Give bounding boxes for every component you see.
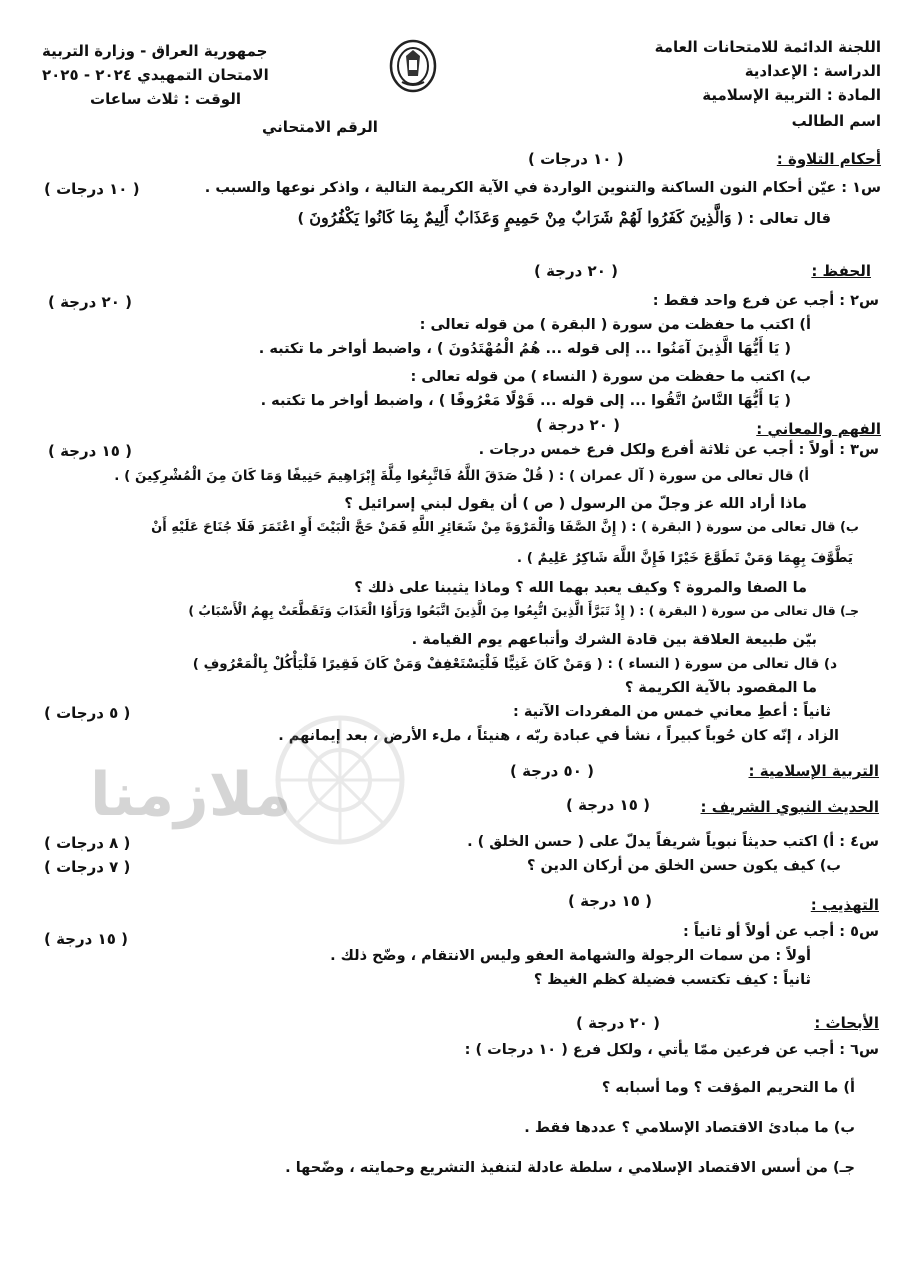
- question-2: س٢ : أجب عن فرع واحد فقط :: [652, 293, 879, 309]
- question-3: س٣ : أولاً : أجب عن ثلاثة أفرع ولكل فرع خمس درجات .: [478, 442, 879, 458]
- question-6-branch-c: جـ) من أسس الاقتصاد الإسلامي ، سلطة عادلة لتنفيذ التشريع وحمايته ، وضّحها .: [285, 1160, 855, 1176]
- question-4b: ب) كيف يكون حسن الخلق من أركان الدين ؟: [527, 858, 841, 874]
- exam-number-label: الرقم الامتحاني: [262, 118, 378, 136]
- section-tahdheeb-title: التهذيب :: [810, 896, 879, 914]
- question-5: س٥ : أجب عن أولاً أو ثانياً :: [683, 924, 879, 940]
- question-3-branch-d-question: ما المقصود بالآية الكريمة ؟: [624, 680, 817, 696]
- section-tarbiya-marks: ( ٥٠ درجة ): [510, 762, 594, 780]
- exam-time: الوقت : ثلاث ساعات: [90, 90, 241, 108]
- section-tilawa-title: أحكام التلاوة :: [776, 150, 881, 168]
- question-3-branch-c-question: بيّن طبيعة العلاقة بين قادة الشرك وأتباعهم يوم القيامة .: [411, 632, 817, 648]
- section-tilawa-marks: ( ١٠ درجات ): [528, 150, 624, 168]
- question-3-branch-a: أ) قال تعالى من سورة ( آل عمران ) : ( قُلْ صَدَقَ اللَّهُ فَاتَّبِعُوا مِلَّةَ إِبْرَاهِيمَ حَنِيفًا وَمَا كَانَ مِنَ الْمُشْرِكِينَ ) .: [114, 468, 809, 484]
- question-3-branch-a-question: ماذا أراد الله عز وجلّ من الرسول ( ص ) أن يقول لبني إسرائيل ؟: [344, 496, 807, 512]
- subject-name: المادة : التربية الإسلامية: [702, 86, 881, 104]
- question-3-branch-c: جـ) قال تعالى من سورة ( البقرة ) : ( إِذْ تَبَرَّأَ الَّذِينَ اتُّبِعُوا مِنَ الَّذِينَ اتَّبَعُوا وَرَأَوُا الْعَذَابَ وَتَقَطَّعَتْ بِهِمُ الْأَسْبَابُ ): [188, 603, 859, 618]
- question-4b-marks: ( ٧ درجات ): [44, 858, 131, 876]
- verse-text: وَالَّذِينَ كَفَرُوا لَهُمْ شَرَابٌ مِنْ حَمِيمٍ وَعَذَابٌ أَلِيمٌ بِمَا كَانُوا يَكْفُرُونَ: [309, 208, 732, 227]
- question-2-branch-a-verse: ( يَا أَيُّهَا الَّذِينَ آمَنُوا ... إلى قوله ... هُمُ الْمُهْتَدُونَ ) ، واضبط أواخر ما تكتبه .: [258, 341, 791, 357]
- republic-ministry: جمهورية العراق - وزارة التربية: [42, 42, 268, 60]
- section-abhath-marks: ( ٢٠ درجة ): [576, 1014, 660, 1032]
- section-hifz-marks: ( ٢٠ درجة ): [534, 262, 618, 280]
- section-hadith-marks: ( ١٥ درجة ): [566, 796, 650, 814]
- vocabulary-words: الزاد ، إنّه كان حُوباً كبيراً ، نشأ في عبادة ربّه ، هنيئاً ، ملء الأرض ، بعد إيمانهم .: [278, 728, 839, 744]
- question-3-branch-b-cont: يَطَّوَّفَ بِهِمَا وَمَنْ تَطَوَّعَ خَيْرًا فَإِنَّ اللَّهَ شَاكِرٌ عَلِيمٌ ) .: [516, 550, 853, 566]
- question-2-branch-a: أ) اكتب ما حفظت من سورة ( البقرة ) من قوله تعالى :: [419, 317, 811, 333]
- question-3-branch-b-question: ما الصفا والمروة ؟ وكيف يعبد بهما الله ؟ وماذا يثيبنا على ذلك ؟: [354, 580, 807, 596]
- question-3-second-marks: ( ٥ درجات ): [44, 704, 131, 722]
- question-1-verse-line: [297, 208, 831, 227]
- study-level: الدراسة : الإعدادية: [744, 62, 881, 80]
- watermark-text: ملازمنا: [90, 760, 292, 830]
- question-3-branch-d: د) قال تعالى من سورة ( النساء ) : ( وَمَنْ كَانَ غَنِيًّا فَلْيَسْتَعْفِفْ وَمَنْ كَانَ فَقِيرًا فَلْيَأْكُلْ بِالْمَعْرُوفِ ): [192, 656, 837, 672]
- question-5-second: ثانياً : كيف تكتسب فضيلة كظم الغيظ ؟: [533, 972, 811, 988]
- section-hifz-title: الحفظ :: [811, 262, 871, 280]
- question-6-branch-a: أ) ما التحريم المؤقت ؟ وما أسبابه ؟: [601, 1080, 855, 1096]
- question-2-branch-b: ب) اكتب ما حفظت من سورة ( النساء ) من قوله تعالى :: [410, 369, 811, 385]
- verse-close: ): [297, 211, 305, 227]
- question-6: س٦ : أجب عن فرعين ممّا يأتي ، ولكل فرع ( ١٠ درجات ) :: [464, 1042, 879, 1058]
- question-1: س١ : عيّن أحكام النون الساكنة والتنوين الواردة في الآية الكريمة التالية ، واذكر نوعها والسبب .: [204, 180, 881, 196]
- question-5-first: أولاً : من سمات الرجولة والشهامة العفو وليس الانتقام ، وضّح ذلك .: [330, 948, 811, 964]
- section-tarbiya-title: التربية الإسلامية :: [748, 762, 879, 780]
- question-2-marks: ( ٢٠ درجة ): [48, 293, 132, 311]
- question-4a-marks: ( ٨ درجات ): [44, 834, 131, 852]
- section-tahdheeb-marks: ( ١٥ درجة ): [568, 892, 652, 910]
- iraq-emblem-icon: [388, 38, 438, 94]
- question-3-marks: ( ١٥ درجة ): [48, 442, 132, 460]
- committee-name: اللجنة الدائمة للامتحانات العامة: [654, 38, 881, 56]
- section-fahm-title: الفهم والمعاني :: [756, 420, 881, 438]
- question-4a: س٤ : أ) اكتب حديثاً نبوياً شريفاً يدلّ على ( حسن الخلق ) .: [467, 834, 879, 850]
- section-abhath-title: الأبحاث :: [814, 1014, 879, 1032]
- question-2-branch-b-verse: ( يَا أَيُّهَا النَّاسُ اتَّقُوا ... إلى قوله ... قَوْلًا مَعْرُوفًا ) ، واضبط أواخر ما تكتبه .: [260, 393, 791, 409]
- question-3-branch-b: ب) قال تعالى من سورة ( البقرة ) : ( إِنَّ الصَّفَا وَالْمَرْوَةَ مِنْ شَعَائِرِ اللَّهِ فَمَنْ حَجَّ الْبَيْتَ أَوِ اعْتَمَرَ فَلَا جُنَاحَ عَلَيْهِ أَنْ: [151, 520, 859, 535]
- question-5-marks: ( ١٥ درجة ): [44, 930, 128, 948]
- question-1-marks: ( ١٠ درجات ): [44, 180, 140, 198]
- exam-title: الامتحان التمهيدي ٢٠٢٤ - ٢٠٢٥: [42, 66, 269, 84]
- question-3-second: ثانياً : أعطِ معاني خمس من المفردات الآتية :: [513, 704, 831, 720]
- verse-intro: قال تعالى : (: [736, 211, 831, 227]
- student-name-label: اسم الطالب: [791, 112, 881, 130]
- section-hadith-title: الحديث النبوي الشريف :: [700, 798, 879, 816]
- question-6-branch-b: ب) ما مبادئ الاقتصاد الإسلامي ؟ عددها فقط .: [524, 1120, 855, 1136]
- section-fahm-marks: ( ٢٠ درجة ): [536, 416, 620, 434]
